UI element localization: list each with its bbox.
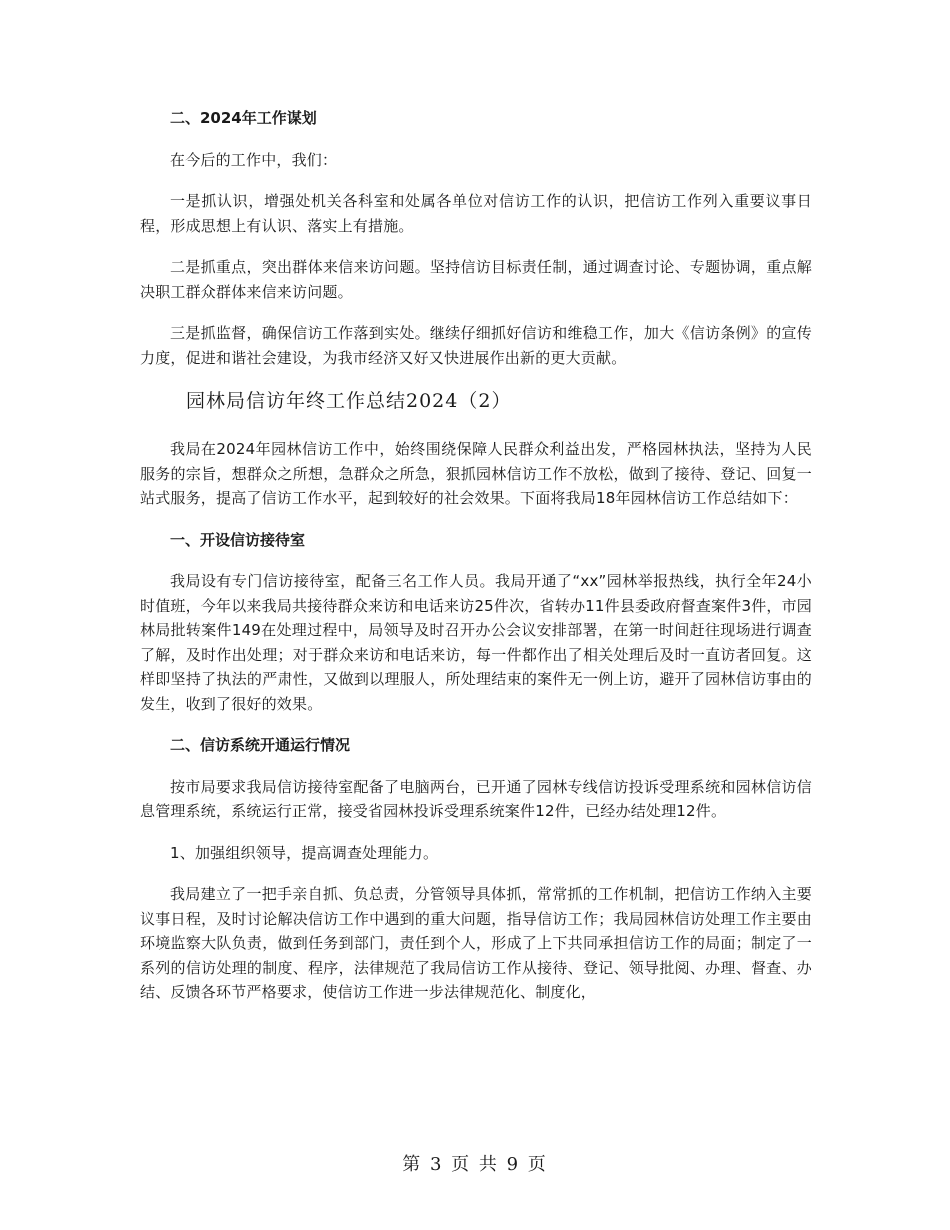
paragraph: 三是抓监督，确保信访工作落到实处。继续仔细抓好信访和维稳工作，加大《信访条例》的宣传力度，促进和谐社会建设，为我市经济又好又快进展作出新的更大贡献。	[140, 324, 812, 367]
paragraph: 在今后的工作中，我们：	[170, 150, 338, 169]
section-heading: 二、信访系统开通运行情况	[170, 736, 351, 754]
document-body	[140, 106, 812, 1022]
paragraph: 我局设有专门信访接待室，配备三名工作人员。我局开通了“xx”园林举报热线，执行全年24小时值班，今年以来我局共接待群众来访和电话来访25件次，省转办11件县委政府督查案件3件，市园林局批转案件149在处理过程中，局领导及时召开办公会议安排部署，在第一时间赶往现场进行调查了解，及时作出处理；对于群众来访和电话来访，每一件都作出了相关处理后及时一直访者回复。这样即坚持了执法的严肃性，又做到以理服人，所处理结束的案件无一例上访，避开了园林信访事由的发生，收到了很好的效果。	[140, 572, 812, 713]
page-number-footer: 第 3 页 共 9 页	[402, 1154, 548, 1175]
paragraph: 我局在2024年园林信访工作中，始终围绕保障人民群众利益出发，严格园林执法，坚持为人民服务的宗旨，想群众之所想，急群众之所急，狠抓园林信访工作不放松，做到了接待、登记、回复一站式服务，提高了信访工作水平，起到较好的社会效果。下面将我局18年园林信访工作总结如下：	[140, 440, 812, 507]
paragraph: 一是抓认识，增强处机关各科室和处属各单位对信访工作的认识，把信访工作列入重要议事日程，形成思想上有认识、落实上有措施。	[140, 192, 812, 235]
paragraph: 按市局要求我局信访接待室配备了电脑两台，已开通了园林专线信访投诉受理系统和园林信访信息管理系统，系统运行正常，接受省园林投诉受理系统案件12件，已经办结处理12件。	[140, 777, 812, 820]
paragraph: 我局建立了一把手亲自抓、负总责，分管领导具体抓，常常抓的工作机制，把信访工作纳入主要议事日程，及时讨论解决信访工作中遇到的重大问题，指导信访工作；我局园林信访处理工作主要由环境监察大队负责，做到任务到部门，责任到个人，形成了上下共同承担信访工作的局面；制定了一系列的信访处理的制度、程序，法律规范了我局信访工作从接待、登记、领导批阅、办理、督查、办结、反馈各环节严格要求，使信访工作进一步法律规范化、制度化，	[140, 885, 812, 1001]
paragraph: 1、加强组织领导，提高调查处理能力。	[170, 843, 439, 862]
document-title: 园林局信访年终工作总结2024（2）	[186, 390, 512, 412]
paragraph: 二是抓重点，突出群体来信来访问题。坚持信访目标责任制，通过调查讨论、专题协调，重点解决职工群众群体来信来访问题。	[140, 258, 812, 301]
section-heading: 二、2024年工作谋划	[170, 109, 317, 127]
section-heading: 一、开设信访接待室	[170, 530, 306, 549]
